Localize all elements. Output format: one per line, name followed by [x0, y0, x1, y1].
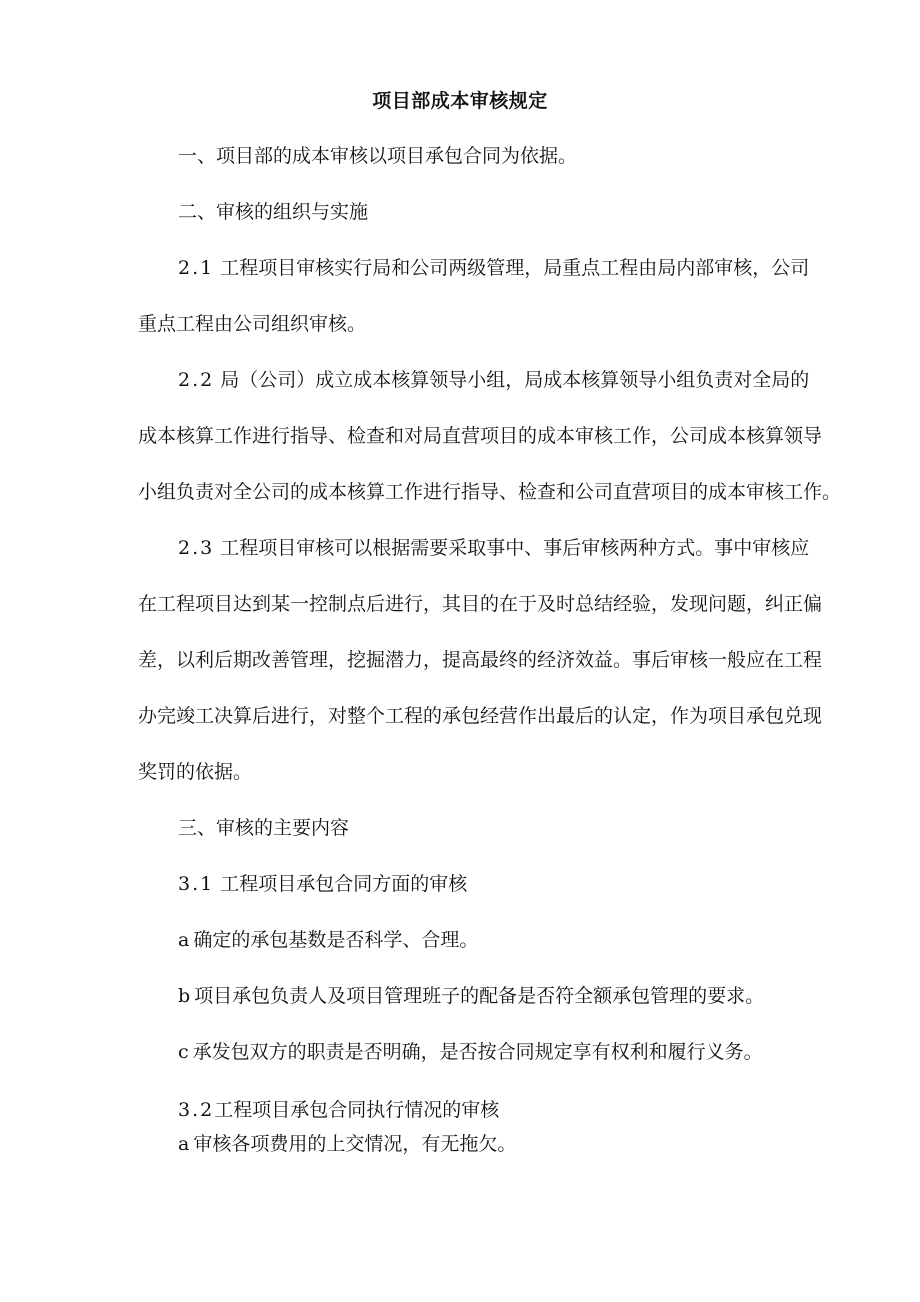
paragraph-text: 工程项目审核可以根据需要采取事中、事后审核两种方式。事中审核应 — [220, 537, 810, 559]
paragraph-2-3-line-5: 奖罚的依据。 — [138, 761, 253, 783]
item-text: 承发包双方的职责是否明确，是否按合同规定享有权利和履行义务。 — [192, 1041, 763, 1063]
clause-number: 2.1 — [178, 257, 215, 279]
clause-number: 3.2 — [178, 1099, 215, 1121]
paragraph-3-1-heading — [178, 870, 467, 898]
section-1-heading: 一、项目部的成本审核以项目承包合同为依据。 — [178, 145, 578, 167]
paragraph-text: 工程项目承包合同执行情况的审核 — [214, 1099, 500, 1121]
paragraph-2-3-line-2: 在工程项目达到某一控制点后进行，其目的在于及时总结经验，发现问题，纠正偏 — [138, 593, 823, 615]
paragraph-2-1-line-2: 重点工程由公司组织审核。 — [138, 313, 367, 335]
paragraph-2-3-line-1 — [178, 534, 809, 562]
item-marker: b — [178, 985, 191, 1007]
item-marker: c — [178, 1041, 189, 1063]
item-text: 审核各项费用的上交情况，有无拖欠。 — [193, 1133, 517, 1155]
paragraph-3-2-heading — [178, 1096, 499, 1124]
item-3-1-a — [178, 926, 478, 954]
item-marker: a — [178, 1133, 190, 1155]
document-title: 项目部成本审核规定 — [372, 90, 548, 112]
paragraph-2-2-line-3: 小组负责对全公司的成本核算工作进行指导、检查和公司直营项目的成本审核工作。 — [138, 481, 842, 503]
item-3-2-a — [178, 1130, 516, 1158]
clause-number: 2.2 — [178, 369, 215, 391]
paragraph-2-2-line-2: 成本核算工作进行指导、检查和对局直营项目的成本审核工作，公司成本核算领导 — [138, 425, 823, 447]
item-marker: a — [178, 929, 190, 951]
item-3-1-b — [178, 982, 764, 1010]
item-3-1-c — [178, 1038, 763, 1066]
item-text: 确定的承包基数是否科学、合理。 — [193, 929, 479, 951]
paragraph-2-3-line-4: 办完竣工决算后进行，对整个工程的承包经营作出最后的认定，作为项目承包兑现 — [138, 705, 823, 727]
paragraph-2-1-line-1 — [178, 254, 809, 282]
section-2-heading: 二、审核的组织与实施 — [178, 201, 369, 223]
item-text: 项目承包负责人及项目管理班子的配备是否符全额承包管理的要求。 — [194, 985, 765, 1007]
paragraph-2-3-line-3: 差，以利后期改善管理，挖掘潜力，提高最终的经济效益。事后审核一般应在工程 — [138, 649, 823, 671]
paragraph-text: 工程项目承包合同方面的审核 — [220, 873, 468, 895]
clause-number: 3.1 — [178, 873, 215, 895]
clause-number: 2.3 — [178, 537, 215, 559]
paragraph-text: 工程项目审核实行局和公司两级管理，局重点工程由局内部审核，公司 — [220, 257, 810, 279]
paragraph-text: 局（公司）成立成本核算领导小组，局成本核算领导小组负责对全局的 — [220, 369, 810, 391]
paragraph-2-2-line-1 — [178, 366, 809, 394]
section-3-heading: 三、审核的主要内容 — [178, 817, 350, 839]
